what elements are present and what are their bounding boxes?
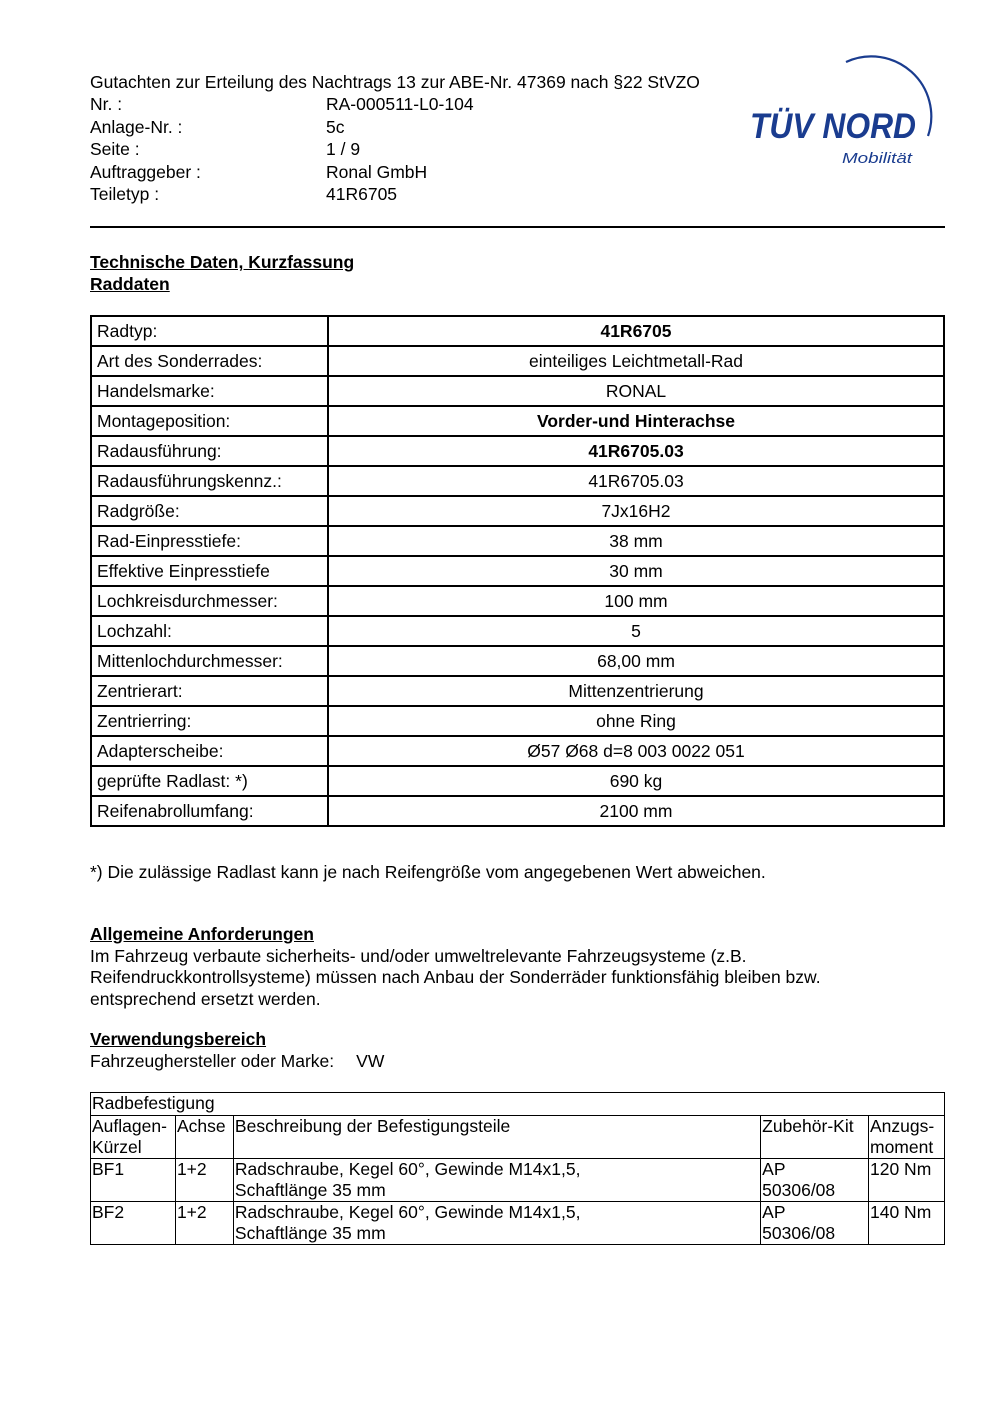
table-row [91, 766, 944, 796]
table-row [91, 1159, 945, 1202]
table-row [91, 556, 944, 586]
header-line: Achse [176, 1116, 226, 1136]
section-title-raddaten: Raddaten [90, 274, 170, 294]
hersteller-label: Fahrzeughersteller oder Marke: [90, 1050, 335, 1071]
logo-brand-text: TÜV NORD [750, 107, 916, 146]
header-line: Anzugs- [870, 1116, 935, 1136]
hersteller-line [90, 1051, 384, 1073]
table-row [91, 466, 944, 496]
raddaten-value-cell: Vorder-und Hinterachse [328, 406, 944, 436]
cell-line: Radschraube, Kegel 60°, Gewinde M14x1,5, [234, 1202, 581, 1222]
header-cell-kuerzel [91, 1116, 176, 1159]
raddaten-value-cell: einteiliges Leichtmetall-Rad [328, 346, 944, 376]
raddaten-label-cell: Radtyp: [91, 316, 328, 346]
header-line: Beschreibung der Befestigungsteile [234, 1116, 511, 1136]
section-verwendungsbereich [90, 1029, 384, 1072]
cell-kit [761, 1202, 869, 1245]
header-cell-anzugsmoment [869, 1116, 945, 1159]
meta-value: Ronal GmbH [326, 161, 428, 182]
raddaten-value-cell: 100 mm [328, 586, 944, 616]
raddaten-label-cell: Radausführungskennz.: [91, 466, 328, 496]
tuv-nord-logo [748, 46, 948, 176]
meta-key: Seite : [90, 139, 140, 160]
raddaten-value-cell: 41R6705.03 [328, 436, 944, 466]
radbefestigung-table [90, 1092, 945, 1245]
table-row [91, 436, 944, 466]
meta-key: Nr. : [90, 94, 123, 114]
cell-line: AP [762, 1159, 786, 1179]
table-row [91, 736, 944, 766]
table-row [91, 616, 944, 646]
logo-sub-text: Mobilität [842, 150, 914, 167]
raddaten-value-cell: 7Jx16H2 [328, 496, 944, 526]
raddaten-value-cell: 5 [328, 616, 944, 646]
cell-kuerzel: BF1 [91, 1159, 176, 1202]
table-row [91, 526, 944, 556]
table-row [91, 706, 944, 736]
cell-achse: 1+2 [175, 1159, 233, 1202]
meta-key: Auftraggeber : [90, 161, 201, 182]
raddaten-label-cell: Art des Sonderrades: [91, 346, 328, 376]
header-line: Auflagen- [92, 1116, 167, 1136]
meta-key: Teiletyp : [90, 184, 160, 205]
raddaten-value-cell: 68,00 mm [328, 646, 944, 676]
cell-kit [761, 1159, 869, 1202]
cell-line: Schaftlänge 35 mm [234, 1223, 386, 1243]
table-row [91, 796, 944, 826]
table-row [91, 346, 944, 376]
header-line: Kürzel [92, 1137, 142, 1157]
raddaten-value-cell: 2100 mm [328, 796, 944, 826]
cell-line: 50306/08 [762, 1223, 836, 1243]
section-title-allgemeine: Allgemeine Anforderungen [90, 924, 314, 944]
raddaten-value-cell: RONAL [328, 376, 944, 406]
raddaten-label-cell: Lochzahl: [91, 616, 328, 646]
raddaten-label-cell: Radgröße: [91, 496, 328, 526]
section-allgemeine-anforderungen [90, 924, 945, 1010]
raddaten-value-cell: 690 kg [328, 766, 944, 796]
cell-moment: 120 Nm [869, 1159, 945, 1202]
cell-line: Schaftlänge 35 mm [234, 1180, 386, 1200]
radbefestigung-caption: Radbefestigung [91, 1093, 945, 1116]
raddaten-label-cell: Handelsmarke: [91, 376, 328, 406]
cell-beschreibung [233, 1202, 760, 1245]
cell-moment: 140 Nm [869, 1202, 945, 1245]
raddaten-label-cell: geprüfte Radlast: *) [91, 766, 328, 796]
raddaten-label-cell: Rad-Einpresstiefe: [91, 526, 328, 556]
header-cell-beschreibung [233, 1116, 760, 1159]
radlast-footnote: *) Die zulässige Radlast kann je nach Reifengröße vom angegebenen Wert abweichen. [90, 862, 766, 882]
hersteller-value: VW [356, 1050, 385, 1071]
paragraph-line: Im Fahrzeug verbaute sicherheits- und/oder umweltrelevante Fahrzeugsysteme (z.B. [90, 945, 747, 966]
raddaten-label-cell: Effektive Einpresstiefe [91, 556, 328, 586]
paragraph-line: Reifendruckkontrollsysteme) müssen nach Anbau der Sonderräder funktionsfähig bleiben bzw. [90, 967, 821, 987]
table-row [91, 676, 944, 706]
cell-beschreibung [233, 1159, 760, 1202]
meta-value: 41R6705 [326, 184, 398, 205]
cell-line: 50306/08 [762, 1180, 836, 1200]
header-divider [90, 226, 945, 228]
header-cell-achse [175, 1116, 233, 1159]
raddaten-value-cell: 30 mm [328, 556, 944, 586]
cell-line: AP [762, 1202, 786, 1222]
section-title-verwendungsbereich: Verwendungsbereich [90, 1029, 267, 1049]
cell-line: Radschraube, Kegel 60°, Gewinde M14x1,5, [234, 1159, 581, 1179]
document-title: Gutachten zur Erteilung des Nachtrags 13 zur ABE-Nr. 47369 nach §22 StVZO [90, 72, 700, 92]
table-row [91, 1202, 945, 1245]
cell-achse: 1+2 [175, 1202, 233, 1245]
raddaten-label-cell: Radausführung: [91, 436, 328, 466]
paragraph-line: entsprechend ersetzt werden. [90, 988, 321, 1009]
header-line: moment [870, 1137, 934, 1157]
section-title-technische-daten: Technische Daten, Kurzfassung [90, 252, 355, 272]
raddaten-value-cell: Ø57 Ø68 d=8 003 0022 051 [328, 736, 944, 766]
raddaten-label-cell: Lochkreisdurchmesser: [91, 586, 328, 616]
radbefestigung-caption-row [91, 1093, 945, 1116]
meta-key: Anlage-Nr. : [90, 116, 183, 137]
raddaten-label-cell: Zentrierring: [91, 706, 328, 736]
meta-value: 1 / 9 [326, 139, 361, 160]
radbefestigung-header-row [91, 1116, 945, 1159]
raddaten-label-cell: Zentrierart: [91, 676, 328, 706]
raddaten-label-cell: Mittenlochdurchmesser: [91, 646, 328, 676]
raddaten-value-cell: 38 mm [328, 526, 944, 556]
raddaten-label-cell: Adapterscheibe: [91, 736, 328, 766]
raddaten-value-cell: 41R6705 [328, 316, 944, 346]
meta-value: 5c [326, 116, 345, 137]
raddaten-label-cell: Reifenabrollumfang: [91, 796, 328, 826]
raddaten-value-cell: ohne Ring [328, 706, 944, 736]
table-row [91, 406, 944, 436]
meta-value: RA-000511-L0-104 [326, 94, 474, 114]
header-line: Zubehör-Kit [762, 1116, 854, 1136]
header-cell-zubehoer-kit [761, 1116, 869, 1159]
raddaten-label-cell: Montageposition: [91, 406, 328, 436]
table-row [91, 376, 944, 406]
cell-kuerzel: BF2 [91, 1202, 176, 1245]
raddaten-table [90, 315, 945, 827]
table-row [91, 316, 944, 346]
table-row [91, 496, 944, 526]
raddaten-value-cell: Mittenzentrierung [328, 676, 944, 706]
raddaten-value-cell: 41R6705.03 [328, 466, 944, 496]
table-row [91, 586, 944, 616]
table-row [91, 646, 944, 676]
